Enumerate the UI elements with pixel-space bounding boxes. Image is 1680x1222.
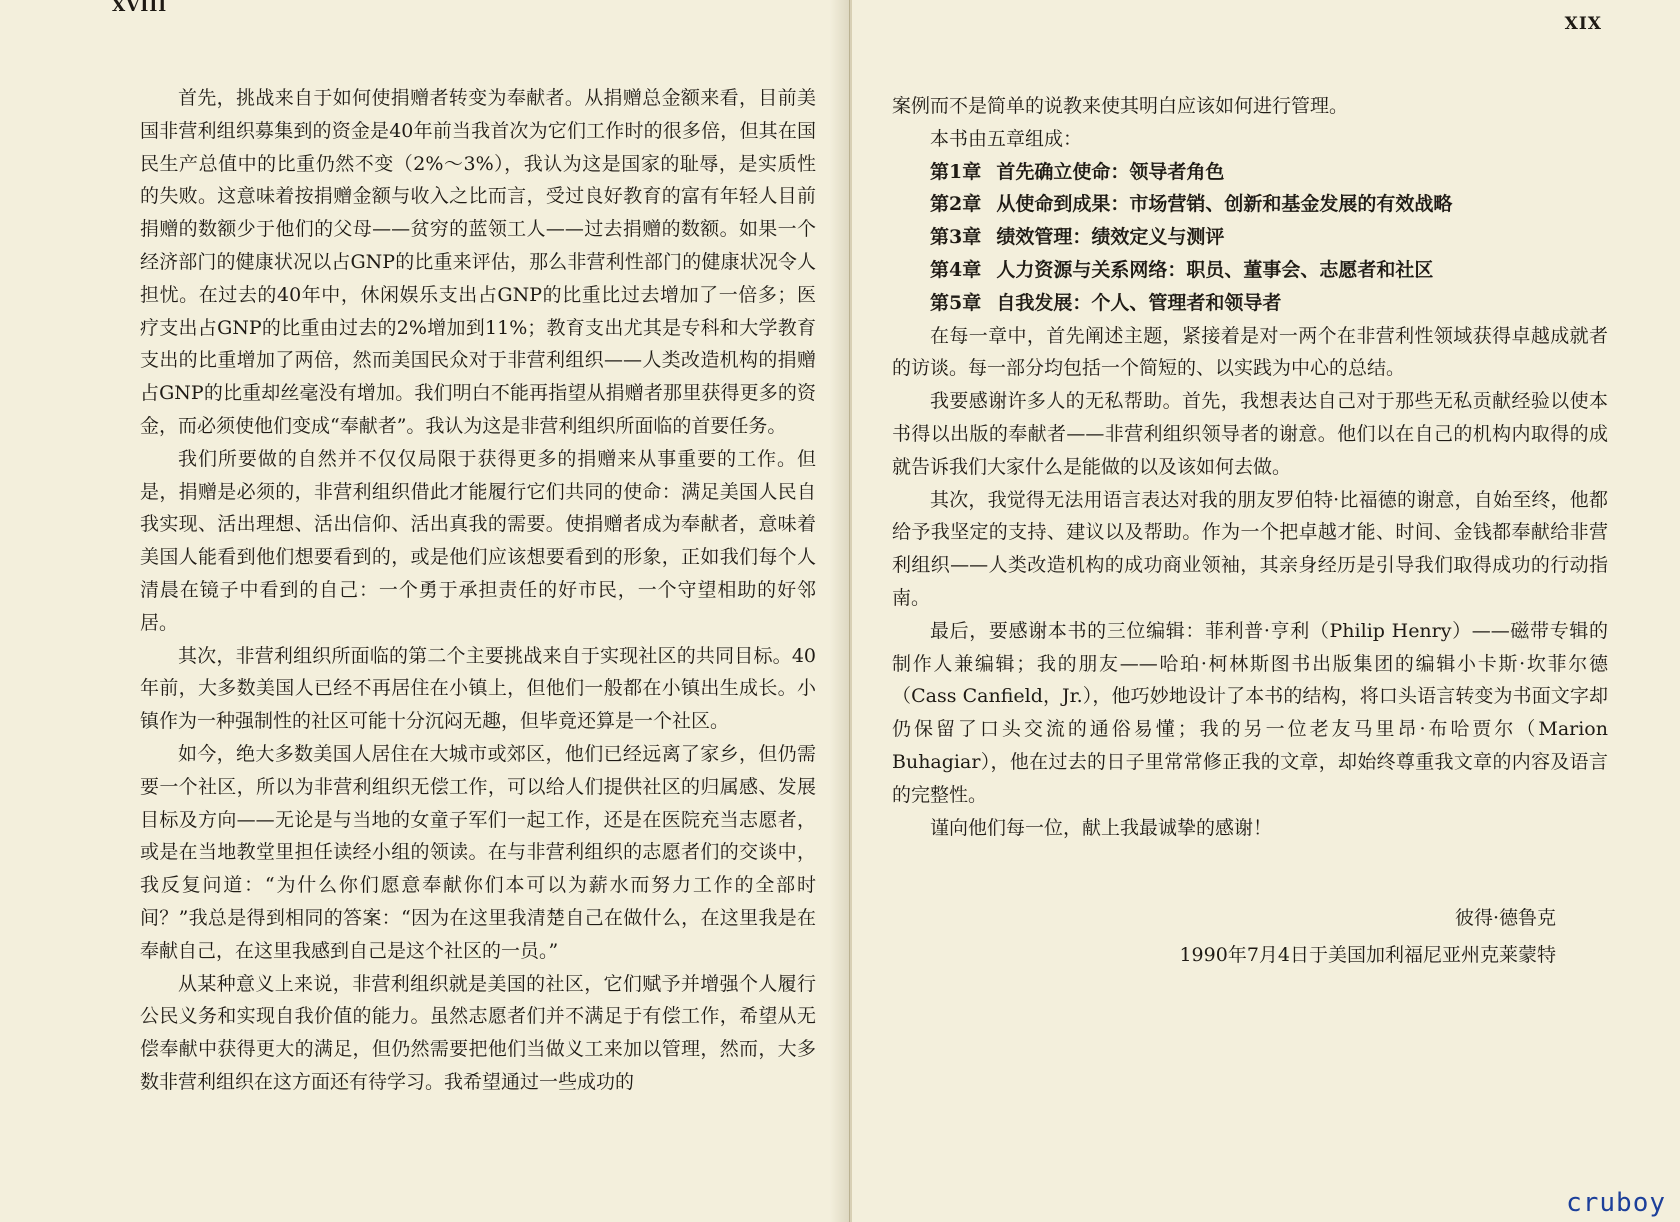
right-page-number: XIX [1564, 14, 1602, 34]
chapter-title: 自我发展：个人、管理者和领导者 [996, 291, 1282, 314]
right-page-body [892, 90, 1608, 972]
chapter-item [892, 188, 1608, 221]
paragraph: 谨向他们每一位，献上我最诚挚的感谢！ [930, 816, 1273, 839]
scanner-watermark: cruboy [1566, 1188, 1666, 1218]
chapter-number: 第1章 [930, 160, 982, 183]
paragraph: 其次，我觉得无法用语言表达对我的朋友罗伯特·比福德的谢意，自始至终，他都给予我坚定的支持、建议以及帮助。作为一个把卓越才能、时间、金钱都奉献给非营利组织——人类改造机构的成功商业领袖，其亲身经历是引导我们取得成功的行动指南。 [892, 488, 1608, 609]
paragraph: 我要感谢许多人的无私帮助。首先，我想表达自己对于那些无私贡献经验以使本书得以出版的奉献者——非营利组织领导者的谢意。他们以在自己的机构内取得的成就告诉我们大家什么是能做的以及该如何去做。 [892, 390, 1608, 478]
paragraph: 最后，要感谢本书的三位编辑：菲利普·亨利（Philip Henry）——磁带专辑的制作人兼编辑；我的朋友——哈珀·柯林斯图书出版集团的编辑小卡斯·坎菲尔德（Cass Canfield，Jr.），他巧妙地设计了本书的结构，将口头语言转变为书面文字却仍保留了口头交流的通俗易懂；我的另一位老友马里昂·布哈贾尔（Marion Buhagiar），他在过去的日子里常常修正我的文章，却始终尊重我文章的内容及语言的完整性。 [892, 619, 1608, 806]
paragraph: 在每一章中，首先阐述主题，紧接着是对一两个在非营利性领域获得卓越成就者的访谈。每一部分均包括一个简短的、以实践为中心的总结。 [892, 324, 1608, 380]
chapter-number: 第2章 [930, 193, 982, 216]
chapter-item [892, 287, 1608, 320]
chapter-list [892, 156, 1608, 320]
chapter-item [892, 254, 1608, 287]
chapters-intro: 本书由五章组成： [930, 127, 1083, 150]
left-page-number: XVIII [112, 0, 168, 16]
chapter-number: 第4章 [930, 258, 982, 281]
chapter-number: 第5章 [930, 291, 982, 314]
signature-date: 1990年7月4日于美国加利福尼亚州克莱蒙特 [1179, 944, 1556, 967]
paragraph: 首先，挑战来自于如何使捐赠者转变为奉献者。从捐赠总金额来看，目前美国非营利组织募集到的资金是40年前当我首次为它们工作时的很多倍，但其在国民生产总值中的比重仍然不变（2%～3%），我认为这是国家的耻辱，是实质性的失败。这意味着按捐赠金额与收入之比而言，受过良好教育的富有年轻人目前捐赠的数额少于他们的父母——贫穷的蓝领工人——过去捐赠的数额。如果一个经济部门的健康状况以占GNP的比重来评估，那么非营利性部门的健康状况令人担忧。在过去的40年中，休闲娱乐支出占GNP的比重比过去增加了一倍多；医疗支出占GNP的比重由过去的2%增加到11%；教育支出尤其是专科和大学教育支出的比重增加了两倍，然而美国民众对于非营利组织——人类改造机构的捐赠占GNP的比重却丝毫没有增加。我们明白不能再指望从捐赠者那里获得更多的资金，而必须使他们变成“奉献者”。我认为这是非营利组织所面临的首要任务。 [140, 87, 816, 437]
chapter-item [892, 156, 1608, 189]
chapter-title: 绩效管理：绩效定义与测评 [996, 226, 1225, 249]
left-page-body [140, 82, 816, 1099]
chapter-title: 首先确立使命：领导者角色 [996, 160, 1225, 183]
paragraph: 如今，绝大多数美国人居住在大城市或郊区，他们已经远离了家乡，但仍需要一个社区，所以为非营利组织无偿工作，可以给人们提供社区的归属感、发展目标及方向——无论是与当地的女童子军们一起工作，还是在医院充当志愿者，或是在当地教堂里担任读经小组的领读。在与非营利组织的志愿者们的交谈中，我反复问道：“为什么你们愿意奉献你们本可以为薪水而努力工作的全部时间？”我总是得到相同的答案：“因为在这里我清楚自己在做什么，在这里我是在奉献自己，在这里我感到自己是这个社区的一员。” [140, 742, 816, 962]
chapter-title: 人力资源与关系网络：职员、董事会、志愿者和社区 [996, 258, 1434, 281]
chapter-number: 第3章 [930, 226, 982, 249]
right-page [851, 0, 1680, 1222]
chapter-item [892, 221, 1608, 254]
continuation-paragraph: 案例而不是简单的说教来使其明白应该如何进行管理。 [892, 95, 1349, 117]
paragraph: 我们所要做的自然并不仅仅局限于获得更多的捐赠来从事重要的工作。但是，捐赠是必须的，非营利组织借此才能履行它们共同的使命：满足美国人民自我实现、活出理想、活出信仰、活出真我的需要。使捐赠者成为奉献者，意味着美国人能看到他们想要看到的，或是他们应该想要看到的形象，正如我们每个人清晨在镜子中看到的自己：一个勇于承担责任的好市民，一个守望相助的好邻居。 [140, 447, 816, 634]
chapter-title: 从使命到成果：市场营销、创新和基金发展的有效战略 [996, 193, 1453, 216]
paragraph: 其次，非营利组织所面临的第二个主要挑战来自于实现社区的共同目标。40年前，大多数美国人已经不再居住在小镇上，但他们一般都在小镇出生成长。小镇作为一种强制性的社区可能十分沉闷无趣，但毕竟还算是一个社区。 [140, 644, 816, 733]
signature-author: 彼得·德鲁克 [1454, 907, 1556, 930]
paragraph: 从某种意义上来说，非营利组织就是美国的社区，它们赋予并增强个人履行公民义务和实现自我价值的能力。虽然志愿者们并不满足于有偿工作，希望从无偿奉献中获得更大的满足，但仍然需要把他们当做义工来加以管理，然而，大多数非营利组织在这方面还有待学习。我希望通过一些成功的 [140, 972, 816, 1093]
